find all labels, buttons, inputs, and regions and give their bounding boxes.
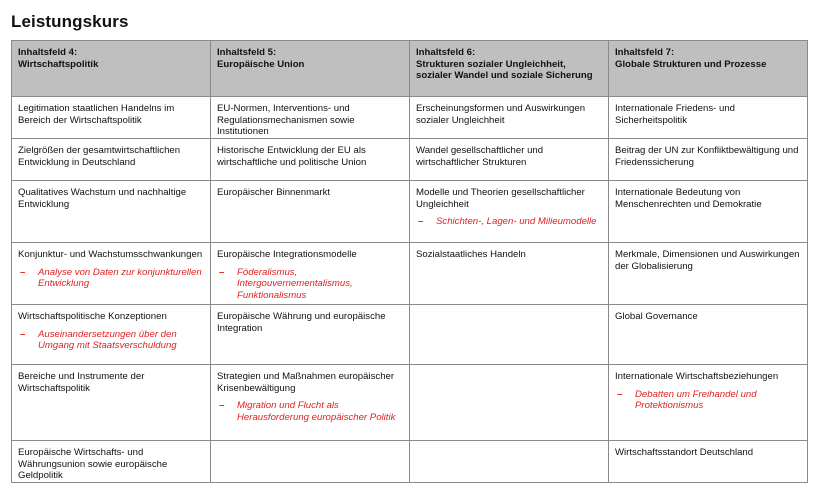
header-topic: Strukturen sozialer Ungleichheit, sozialer Wandel und soziale Sicherung <box>416 58 593 81</box>
cell-subitem: – Debatten um Freihandel und Protektionismus <box>615 389 801 412</box>
cell-text: Historische Entwicklung der EU als wirtschaftliche und politische Union <box>217 145 367 168</box>
table-row <box>12 243 808 305</box>
table-cell <box>609 305 808 365</box>
table-cell <box>211 305 410 365</box>
cell-subitem: – Auseinandersetzungen über den Umgang mit Staatsverschuldung <box>18 329 204 352</box>
cell-text: Konjunktur- und Wachstumsschwankungen <box>18 249 203 260</box>
table-cell <box>211 243 410 305</box>
table-cell <box>410 305 609 365</box>
table-row <box>12 441 808 483</box>
table-cell <box>609 181 808 243</box>
table-cell <box>609 441 808 483</box>
cell-text: Europäischer Binnenmarkt <box>217 187 331 198</box>
table-row <box>12 181 808 243</box>
table-row <box>12 97 808 139</box>
table-cell <box>410 139 609 181</box>
cell-text: Modelle und Theorien gesellschaftlicher Ungleichheit <box>416 187 585 210</box>
table-cell <box>410 441 609 483</box>
cell-text: Sozialstaatliches Handeln <box>416 249 526 260</box>
cell-text: EU-Normen, Interventions- und Regulationsmechanismen sowie Institutionen <box>217 103 355 137</box>
table-cell <box>12 243 211 305</box>
table-cell <box>211 181 410 243</box>
table-row <box>12 365 808 441</box>
cell-text: Erscheinungsformen und Auswirkungen sozialer Ungleichheit <box>416 103 586 126</box>
cell-text: Wirtschaftspolitische Konzeptionen <box>18 311 167 322</box>
table-cell <box>410 181 609 243</box>
header-number: Inhaltsfeld 5: <box>217 47 277 58</box>
cell-text: Wandel gesellschaftlicher und wirtschaftlicher Strukturen <box>416 145 544 168</box>
cell-subitem: – Migration und Flucht als Herausforderung europäischer Politik <box>217 400 403 423</box>
cell-text: Beitrag der UN zur Konfliktbewältigung und Friedenssicherung <box>615 145 799 168</box>
cell-text: Qualitatives Wachstum und nachhaltige Entwicklung <box>18 187 187 210</box>
table-cell <box>211 139 410 181</box>
cell-text: Europäische Währung und europäische Integration <box>217 311 386 334</box>
header-inhaltsfeld-6 <box>410 41 609 97</box>
cell-text: Strategien und Maßnahmen europäischer Krisenbewältigung <box>217 371 395 394</box>
table-cell <box>12 365 211 441</box>
table-cell <box>410 243 609 305</box>
cell-text: Merkmale, Dimensionen und Auswirkungen der Globalisierung <box>615 249 800 272</box>
cell-text: Internationale Wirtschaftsbeziehungen <box>615 371 779 382</box>
cell-text: Legitimation staatlichen Handelns im Bereich der Wirtschaftspolitik <box>18 103 175 126</box>
cell-text: Internationale Friedens- und Sicherheitspolitik <box>615 103 735 126</box>
page-title: Leistungskurs <box>11 12 129 31</box>
header-inhaltsfeld-7 <box>609 41 808 97</box>
cell-subitem: – Schichten-, Lagen- und Milieumodelle <box>416 216 602 228</box>
table-cell <box>609 97 808 139</box>
header-number: Inhaltsfeld 7: <box>615 47 675 58</box>
header-number: Inhaltsfeld 4: <box>18 47 78 58</box>
cell-text: Zielgrößen der gesamtwirtschaftlichen Entwicklung in Deutschland <box>18 145 181 168</box>
cell-text: Europäische Integrationsmodelle <box>217 249 357 260</box>
table-cell <box>12 305 211 365</box>
table-cell <box>609 243 808 305</box>
header-number: Inhaltsfeld 6: <box>416 47 476 58</box>
header-topic: Europäische Union <box>217 58 305 70</box>
table-cell <box>410 365 609 441</box>
table-body <box>12 97 808 483</box>
header-inhaltsfeld-5 <box>211 41 410 97</box>
table-cell <box>211 97 410 139</box>
header-topic: Globale Strukturen und Prozesse <box>615 58 767 70</box>
header-inhaltsfeld-4 <box>12 41 211 97</box>
table-cell <box>12 181 211 243</box>
table-row <box>12 139 808 181</box>
table-cell <box>211 441 410 483</box>
table-cell <box>12 441 211 483</box>
cell-text: Europäische Wirtschafts- und Währungsunion sowie europäische Geldpolitik <box>18 447 168 481</box>
table-header <box>12 41 808 97</box>
table-cell <box>609 365 808 441</box>
cell-text: Bereiche und Instrumente der Wirtschaftspolitik <box>18 371 145 394</box>
cell-text: Internationale Bedeutung von Menschenrechten und Demokratie <box>615 187 762 210</box>
table-cell <box>211 365 410 441</box>
cell-text: Global Governance <box>615 311 698 322</box>
cell-subitem: – Föderalismus, Intergouvernementalismus, Funktionalismus <box>217 267 403 302</box>
header-topic: Wirtschaftspolitik <box>18 58 99 70</box>
table-cell <box>410 97 609 139</box>
cell-text: Wirtschaftsstandort Deutschland <box>615 447 754 458</box>
table-cell <box>609 139 808 181</box>
table-row <box>12 305 808 365</box>
table-cell <box>12 97 211 139</box>
cell-subitem: – Analyse von Daten zur konjunkturellen Entwicklung <box>18 267 204 290</box>
curriculum-table <box>11 40 808 483</box>
table-cell <box>12 139 211 181</box>
header-row <box>12 41 808 97</box>
